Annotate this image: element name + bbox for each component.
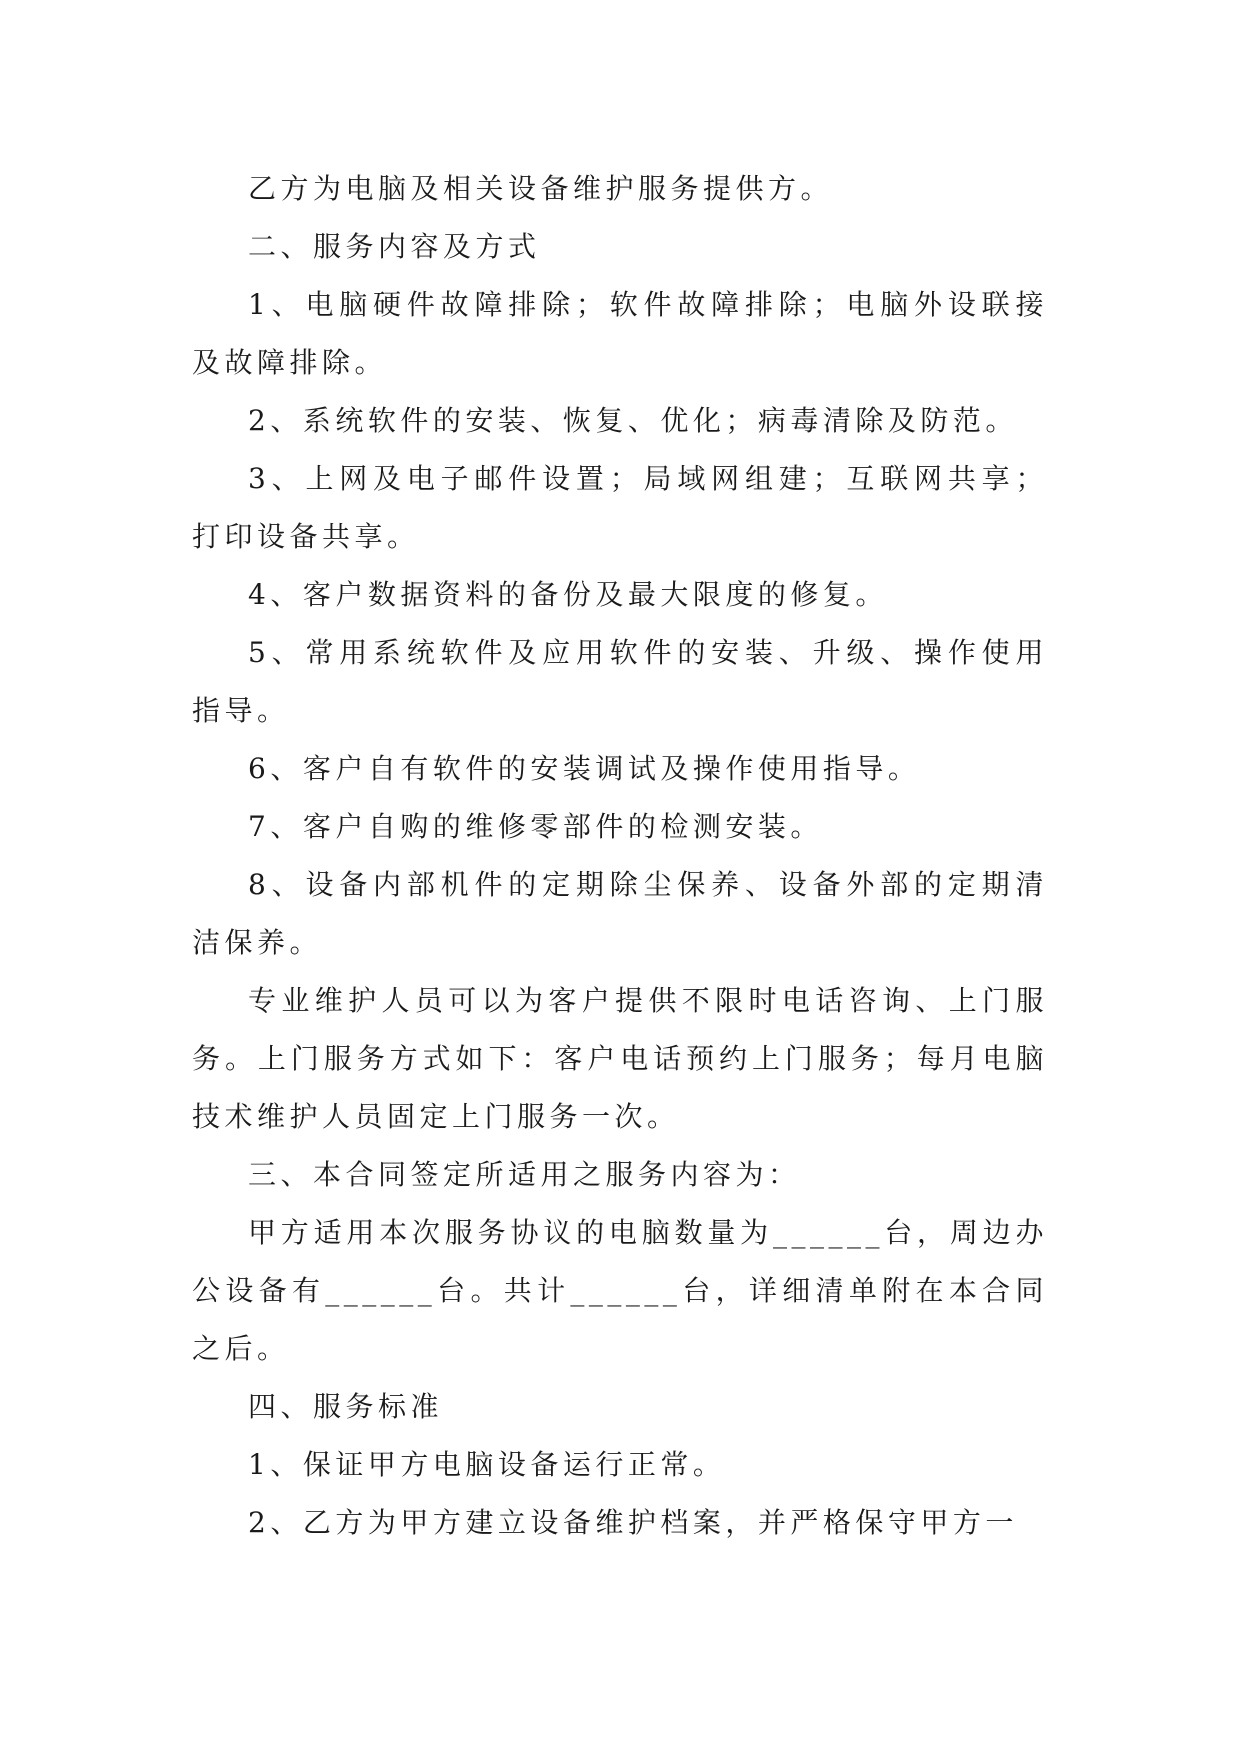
paragraph-service-provider: 乙方为电脑及相关设备维护服务提供方。 bbox=[248, 172, 834, 205]
list-item-4: 4、客户数据资料的备份及最大限度的修复。 bbox=[248, 578, 888, 611]
paragraph-device-count: 甲方适用本次服务协议的电脑数量为______台，周边办公设备有______台。共计______台，详细清单附在本合同之后。 bbox=[192, 1216, 1048, 1365]
heading-service-standard: 四、服务标准 bbox=[248, 1390, 444, 1423]
standard-item-2: 2、乙方为甲方建立设备维护档案，并严格保守甲方一 bbox=[248, 1506, 1018, 1539]
list-item-8: 8、设备内部机件的定期除尘保养、设备外部的定期清洁保养。 bbox=[192, 868, 1048, 959]
list-item-7: 7、客户自购的维修零部件的检测安装。 bbox=[248, 810, 823, 843]
paragraph-onsite-service: 专业维护人员可以为客户提供不限时电话咨询、上门服务。上门服务方式如下：客户电话预约上门服务；每月电脑技术维护人员固定上门服务一次。 bbox=[192, 984, 1048, 1133]
list-item-3: 3、上网及电子邮件设置；局域网组建；互联网共享；打印设备共享。 bbox=[192, 462, 1048, 553]
list-item-1: 1、电脑硬件故障排除；软件故障排除；电脑外设联接及故障排除。 bbox=[192, 288, 1048, 379]
list-item-5: 5、常用系统软件及应用软件的安装、升级、操作使用指导。 bbox=[192, 636, 1048, 727]
list-item-2: 2、系统软件的安装、恢复、优化；病毒清除及防范。 bbox=[248, 404, 1018, 437]
heading-applicable-content: 三、本合同签定所适用之服务内容为： bbox=[248, 1158, 801, 1191]
list-item-6: 6、客户自有软件的安装调试及操作使用指导。 bbox=[248, 752, 921, 785]
heading-service-content: 二、服务内容及方式 bbox=[248, 230, 541, 263]
document-body bbox=[192, 160, 1048, 1552]
standard-item-1: 1、保证甲方电脑设备运行正常。 bbox=[248, 1448, 726, 1481]
